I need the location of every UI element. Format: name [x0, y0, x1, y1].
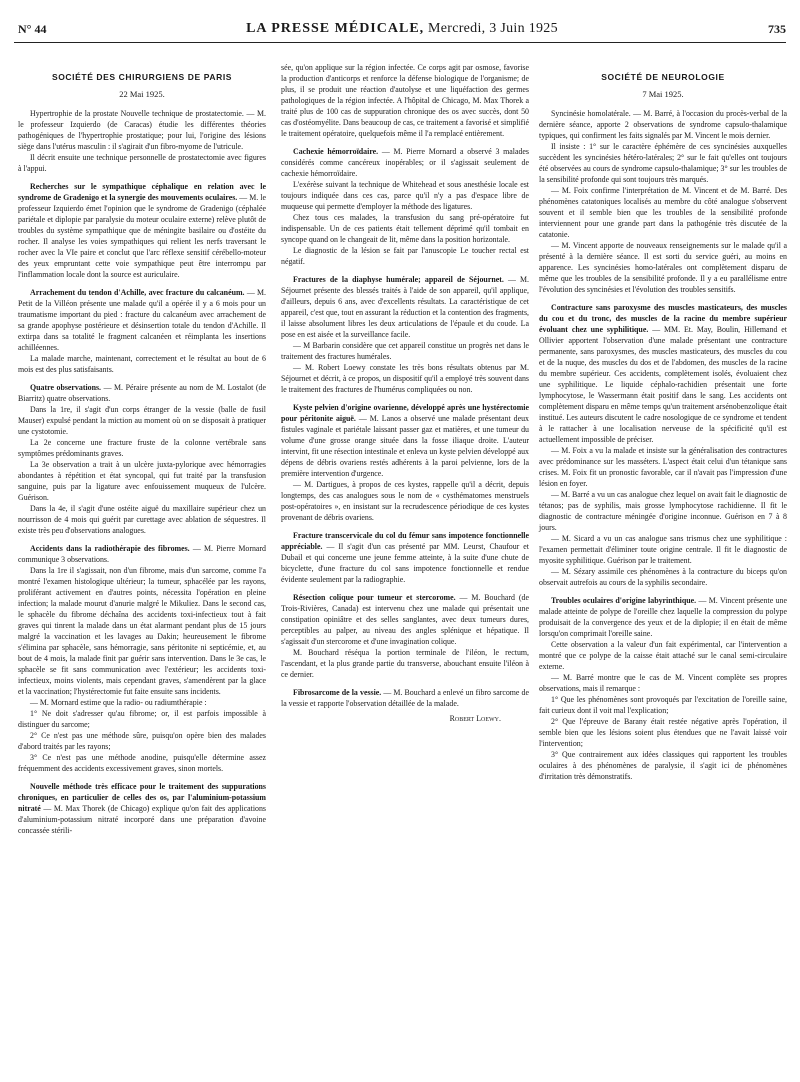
author-signature: Robert Loewy. [449, 714, 501, 723]
page-header [18, 4, 786, 34]
section-paragraph: Quatre observations. — M. Péraire présente au nom de M. Lostalot (de Biarritz) quatre observations. [18, 383, 266, 403]
section-paragraph: Fractures de la diaphyse humérale; appareil de Séjournet. — M. Séjournet présente des blessés traités à l'aide de son appareil, qu'il applique, d'ailleurs, depuis 6 ans, avec d'excellents résultats. La caractéristique de cet appareil, c'est que, tout en assurant la réduction et la contention des fragments, il laisse absolument libres les deux articulations de l'épaule et du coude. La pose en est aisée et la surveillance facile. [281, 275, 529, 339]
society-heading: SOCIÉTÉ DE NEUROLOGIE [601, 72, 725, 82]
paragraph: — M Barbarin considère que cet appareil constitue un progrès net dans le traitement des fractures humérales. [281, 341, 529, 361]
paragraph: Il insiste : 1° sur le caractère éphémère de ces syncinésies auxquelles succèdent les syncinésies hétéro-latérales; 2° sur le fait qu'elles ont toujours été observées au cours de syndrome capsulo-thalamique; 3° sur les troubles de la sensibilité profonde qui sont toujours très marqués. [539, 142, 787, 184]
section-paragraph: Troubles oculaires d'origine labyrinthique. — M. Vincent présente une malade atteinte de polype de l'oreille chez laquelle la compression du polype produisait de la convergence des yeux et de la diplopie; il en était de même lorsqu'on comprimait l'oreille saine. [539, 596, 787, 638]
journal-name: LA PRESSE MÉDICALE, [246, 21, 425, 36]
paragraph: La malade marche, maintenant, correctement et le résultat au bout de 6 mois est des plus satisfaisants. [18, 354, 266, 374]
section-paragraph: Arrachement du tendon d'Achille, avec fracture du calcanéum. — M. Petit de la Villéon présente une malade qu'il a opérée il y a 6 mois pour un traumatisme important du pied : fracture du calcanéum avec arrachement de sa grande apophyse postérieure et désinsertion totale du tendon d'Achille. Il extirpa dans sa totalité le fragment calcanéen et réimplanta les insertions achilléennes. [18, 288, 267, 352]
section-title: Troubles oculaires d'origine labyrinthique. [551, 596, 697, 605]
paragraph: La 3e observation a trait à un ulcère juxta-pylorique avec hémorragies abondantes à répétition et état syncopal, qui fut traité par la transfusion sanguine, puis par la ligature avec enfouissement muqueux de l'ulcère. Guérison. [18, 460, 266, 502]
column-2 [281, 62, 529, 724]
section-paragraph: Hypertrophie de la prostate Nouvelle technique de prostatectomie. — M. le professeur Izquierdo (de Caracas) étudie les différentes théories pathogéniques de l'hypertrophie prostatique; pour lui, l'origine des lésions siège dans l'utérus masculin : il s'agirait d'un fibro-myome de l'utricule. [18, 109, 266, 151]
section-title: Fracture transcervicale du col du fémur sans impotence fonctionnelle appréciable. [281, 531, 529, 551]
section-paragraph: Nouvelle méthode très efficace pour le traitement des suppurations chroniques, en particulier de celles des os, par l'aluminium-potassium nitraté — M. Max Thorek (de Chicago) explique qu'on fait des applications d'aluminium-potassium nitraté incorporé dans une préparation d'avoine concassée stérili- [18, 782, 266, 835]
section-title: Hypertrophie de la prostate Nouvelle technique de prostatectomie. [30, 109, 244, 118]
section-title: Fractures de la diaphyse humérale; appareil de Séjournet. [293, 275, 504, 284]
section-title: Fibrosarcome de la vessie. [293, 688, 382, 697]
section-paragraph: Résection colique pour tumeur et stercorome. — M. Bouchard (de Trois-Rivières, Canada) est intervenu chez une malade qui présentait une constipation opiniâtre et des selles sanglantes, avec deux tumeurs dures, perceptibles au palper, au niveau des angles splénique et hépatique. Il s'agissait d'un stercorome et d'une invagination colique. [281, 593, 529, 646]
paragraph: Dans la 1re, il s'agit d'un corps étranger de la vessie (balle de fusil Mauser) expulsé pendant la miction au moment où on se disposait à pratiquer une cystotomie. [18, 405, 266, 436]
paragraph: M. Bouchard réséqua la portion terminale de l'iléon, le rectum, l'ascendant, et la plus grande partie du transverse, abouchant ensuite l'iléon à ce dernier. [281, 648, 529, 679]
section-title: Cachexie hémorroïdaire. [293, 147, 379, 156]
list-item: 2° Que l'épreuve de Barany était restée négative après l'opération, il semble bien que les lésions soient plus étendues que ne l'avait laissé voir l'intervention; [539, 717, 787, 748]
section-paragraph: Fracture transcervicale du col du fémur sans impotence fonctionnelle appréciable. — Il s'agit d'un cas présenté par MM. Leurst, Chaufour et Dubail et qui concerne une jeune femme atteinte, à la suite d'une chute de bicyclette, d'une fracture du col sans impotence fonctionnelle et rendue évidente seulement par la radiographie. [281, 531, 529, 584]
paragraph: — M. Foix a vu la malade et insiste sur la généralisation des contractures avec prédominance sur les masséters. L'aspect était celui d'un tétanique sans crises. M. Foix fit un pronostic favorable, car il n'avait pas l'impression d'une lésion en foyer. [539, 446, 787, 488]
society-heading: SOCIÉTÉ DES CHIRURGIENS DE PARIS [51, 72, 233, 82]
column-1 [18, 62, 266, 836]
issue-number: N° 44 [18, 22, 47, 36]
section-title: Recherches sur le sympathique céphalique en relation avec le syndrome de Gradenigo et la synergie des mouvements oculaires. [18, 182, 266, 202]
list-item: 3° Ce n'est pas une méthode anodine, puisqu'elle détermine assez fréquemment des accidents excessivement graves, sinon mortels. [18, 753, 266, 773]
paragraph: Chez tous ces malades, la transfusion du sang pré-opératoire fut indispensable. Un de ces patients était tellement déprimé qu'il tombait en syncope quand on le changeait de lit, même dans la position horizontale. [281, 213, 529, 244]
section-title: Syncinésie homolatérale. [551, 109, 631, 118]
section-title: Nouvelle méthode très efficace pour le traitement des suppurations chroniques, en particulier de celles des os, par l'aluminium-potassium nitraté [18, 782, 266, 813]
section-paragraph: Syncinésie homolatérale. — M. Barré, à l'occasion du procès-verbal de la dernière séance, apporte 2 observations de syndrome capsulo-thalamique typiques, qui confirment les faits signalés par M. Vincent le mois dernier. [539, 109, 787, 140]
column-3 [539, 62, 787, 782]
session-date: 7 Mai 1925. [642, 89, 684, 99]
session-date: 22 Mai 1925. [119, 89, 165, 99]
list-item: 3° Que contrairement aux idées classiques qui rapportent les troubles oculaires à des phénomènes de paralysie, il s'agit ici de phénomènes d'irritation très démonstratifs. [539, 750, 787, 781]
section-title: Arrachement du tendon d'Achille, avec fracture du calcanéum. [30, 288, 245, 297]
list-item: 2° Ce n'est pas une méthode sûre, puisqu'on opère bien des malades d'abord traités par les rayons; [18, 731, 266, 751]
paragraph: — M. Robert Loewy constate les très bons résultats obtenus par M. Séjournet et décrit, à ce propos, un dispositif qu'il a employé très souvent dans le traitement des fractures de l'humérus compliquées ou non. [281, 363, 529, 394]
paragraph: — M. Sézary assimile ces phénomènes à la contracture du biceps qu'on observait autrefois au cours de la syphilis secondaire. [539, 567, 787, 587]
section-title: Contracture sans paroxysme des muscles masticateurs, des muscles du cou et du tronc, des muscles de la racine du membre supérieur évoluant chez une syphilitique. [539, 303, 787, 334]
paragraph: — M. Dartigues, à propos de ces kystes, rappelle qu'il a décrit, depuis longtemps, des cas analogues sous le nom de « cysthématomes menstruels post-opératoires », en insistant sur la recrudescence périodique de ces kystes provenant de débris ovariens. [281, 480, 529, 522]
section-title: Résection colique pour tumeur et stercorome. [293, 593, 456, 602]
section-paragraph: Fibrosarcome de la vessie. — M. Bouchard a enlevé un fibro sarcome de la vessie et rapporte l'observation détaillée de la malade. [281, 688, 529, 708]
paragraph: Dans la 1re il s'agissait, non d'un fibrome, mais d'un sarcome, comme l'a montré l'examen histologique ultérieur; la tumeur, sphacélée par les rayons, proliférant activement en d'autres points, nécessita l'opération en pleine infection; la malade mourut d'anurie malgré le Mikuliez. Dans le second cas, le sphacèle du fibrome déchaîna des accidents toxi-infectieux tout à fait graves qui tinrent la malade dans un état alarmant pendant plus de 15 jours malgré la vaccination et les lavages au Dakin; heureusement le fibrome s'élimina par sphacèle, sans hémorragie, sans péritonite ni septicémie, et, au bout de 4 mois, la malade finit par guérir sans intervention. Dans le 3e cas, le sphacèle se fit sans communication avec l'extérieur; les accidents toxi-infectieux, moins violents, mais cependant graves, s'amendèrent par la glace et la vaccination; l'hystérectomie fut faite ensuite sans incidents. [18, 566, 266, 696]
page-number: 735 [768, 22, 786, 36]
paragraph: L'exérèse suivant la technique de Whitehead et sous anesthésie locale est toujours indiquée dans ces cas, parce qu'il n'y a pas d'espace libre de muqueuse qui permette d'employer la méthode des ligatures. [281, 180, 529, 211]
section-paragraph: Accidents dans la radiothérapie des fibromes. — M. Pierre Mornard communique 3 observations. [18, 544, 266, 564]
running-title [18, 21, 786, 37]
header-rule [14, 42, 786, 43]
paragraph: Dans la 4e, il s'agit d'une ostéite aiguë du maxillaire supérieur chez un nourrisson de 4 mois qui guérit par curettage avec ablation de séquestres. Il existe très peu d'observations analogues. [18, 504, 266, 535]
section-paragraph: Kyste pelvien d'origine ovarienne, développé après une hystérectomie pour péritonite aiguë. — M. Lanos a observé une malade présentant deux fistules vaginale et pariétale laissant passer gaz et matières, et une tumeur du volume d'une grosse orange située dans la fosse iliaque droite. L'auteur intervint, fit une résection intestinale et enleva un kyste pelvien développé aux dépens de débris ovariens restés adhérents à la paroi pelvienne, lors de la première intervention d'urgence. [281, 403, 529, 478]
paragraph: Le diagnostic de la lésion se fait par l'anuscopie Le toucher rectal est négatif. [281, 246, 529, 266]
paragraph: — M. Barré a vu un cas analogue chez lequel on avait fait le diagnostic de tétanos; pas de syphilis, mais grosse lymphocytose rachidienne. Il fit le diagnostic de contracture méningée d'origine inconnue. Guérison en 7 à 8 jours. [539, 490, 787, 532]
section-paragraph: Cachexie hémorroïdaire. — M. Pierre Mornard a observé 3 malades considérés comme cancéreux inopérables; or il s'agissait seulement de cachexie hémorroïdaire. [281, 147, 529, 178]
section-title: Quatre observations. [30, 383, 102, 392]
paragraph: — M. Mornard estime que la radio- ou radiumthérapie : [30, 698, 207, 707]
section-paragraph: Contracture sans paroxysme des muscles masticateurs, des muscles du cou et du tronc, des muscles de la racine du membre supérieur évoluant chez une syphilitique. — MM. Et. May, Boulin, Hillemand et Ollivier apportent l'observation d'une malade présentant une contracture permanente, sans paroxysmes, des muscles masticateurs, des muscles du cou et de la nuque, des muscles du dos et de l'abdomen, des muscles de la racine du membre supérieur. Ces accidents, complètement isolés, évoluaient chez une syphilitique. Le liquide céphalo-rachidien présentait une forte lymphocytose, le Wassermann était positif dans le sang. Les accidents ont complètement disparu en même temps qu'un traitement arsénobenzolique était institué. Les auteurs discutent le cadre nosologique de ce syndrome et tendent à le rattacher à une localisation nerveuse de la spécificité qu'il est actuellement impossible de préciser. [539, 303, 787, 444]
paragraph: — M. Sicard a vu un cas analogue sans trismus chez une syphilitique : l'examen permettait d'éliminer toute origine centrale. Il fit le diagnostic de myosite syphilitique. Guérison par le traitement. [539, 534, 787, 565]
paragraph: sée, qu'on applique sur la région infectée. Ce corps agit par osmose, favorise la production d'anticorps et renforce la défense biologique de l'organisme; de plus, il se produit une réaction d'autolyse et une liquéfaction des germes pathologiques de la région infectée. A l'hôpital de Chicago, M. Max Thorek a traité plus de 100 cas de suppuration chronique des os avec succès, dont 50 cas d'ostéomyélite. Dans beaucoup de cas, ce traitement a favorisé et simplifié le traitement opératoire, quelquefois même il l'a remplacé entièrement. [281, 63, 529, 138]
paragraph: Cette observation a la valeur d'un fait expérimental, car l'intervention a montré que ce polype de la caisse était attaché sur le canal semi-circulaire externe. [539, 640, 787, 671]
section-title: Kyste pelvien d'origine ovarienne, développé après une hystérectomie pour péritonite aiguë. [281, 403, 529, 423]
paragraph: — M. Foix confirme l'interprétation de M. Vincent et de M. Barré. Des phénomènes catatoniques localisés au membre du côté analogue s'observent souvent et il semble bien que les troubles de la sensibilité profonde interviennent pour une grande part dans la pathogénie très discutée de la catatonie. [539, 186, 787, 239]
paragraph: La 2e concerne une fracture fruste de la colonne vertébrale sans symptômes prédominants graves. [18, 438, 266, 458]
paragraph: Il décrit ensuite une technique personnelle de prostatectomie avec figures à l'appui. [18, 153, 266, 173]
list-item: 1° Que les phénomènes sont provoqués par l'excitation de l'oreille saine, fait curieux dont il voit mal l'explication; [539, 695, 787, 715]
issue-date: Mercredi, 3 Juin 1925 [427, 21, 558, 36]
section-paragraph: Recherches sur le sympathique céphalique en relation avec le syndrome de Gradenigo et la synergie des mouvements oculaires. — M. le professeur Izquierdo émet l'opinion que le syndrome de Gradenigo (céphalée pariétale et diplopie par paralysie du moteur oculaire externe) relève plutôt de troubles du système sympathique que de méningite basilaire ou d'ostéite du rocher. Il analyse les voies sympathiques qui relient les nerfs traversant le rocher avec la VIe paire et conclut que l'arc réflexe sensitif cérébello-moteur des yeux empruntant cette voie sympathique peut être interrompu par l'inflammation locale dont la source est auriculaire. [18, 182, 266, 279]
paragraph: — M. Barré montre que le cas de M. Vincent complète ses propres observations, mais il remarque : [539, 673, 787, 693]
paragraph: — M. Vincent apporte de nouveaux renseignements sur le malade qu'il a présenté à la dernière séance. Il est sorti du service guéri, au moins en apparence. Les syncinésies homo-latérales ont complètement disparu de même que les troubles de la sensibilité profonde. Il y a eu parallélisme entre l'évolution des syncinésies et l'évolution des troubles sensitifs. [539, 241, 787, 294]
list-item: 1° Ne doit s'adresser qu'au fibrome; or, il est parfois impossible à distinguer du sarcome; [18, 709, 266, 729]
section-title: Accidents dans la radiothérapie des fibromes. [30, 544, 190, 553]
